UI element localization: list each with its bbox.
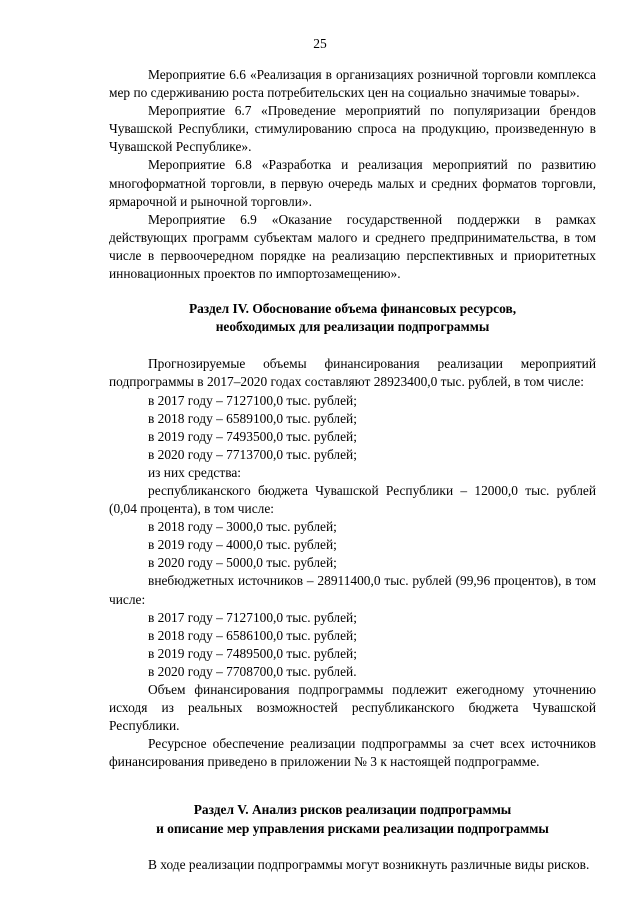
measure-6-8: Мероприятие 6.8 «Разработка и реализация мероприятий по развитию многоформатной торговли, в первую очередь малых и средних форматов торговли, ярмарочной и рыночной торговли». xyxy=(109,157,596,209)
section-4-heading-line-2: необходимых для реализации подпрограммы xyxy=(215,319,490,335)
measure-6-9: Мероприятие 6.9 «Оказание государственной поддержки в рамках действующих программ субъектам малого и среднего предпринимательства, в том числе в первоочередном порядке на реализацию перспективных и приоритетных инновационных проектов по импортозамещению». xyxy=(109,211,596,282)
resources-paragraph: Ресурсное обеспечение реализации подпрограммы за счет всех источников финансирования приведено в приложении № 3 к настоящей подпрограмме. xyxy=(109,736,596,770)
page-body xyxy=(109,66,596,874)
extrabudget-sources: внебюджетных источников – 28911400,0 тыс. рублей (99,96 процентов), в том числе: xyxy=(109,573,596,607)
republic-budget: республиканского бюджета Чувашской Республики – 12000,0 тыс. рублей (0,04 процента), в том числе: xyxy=(109,482,596,517)
total-2019: в 2019 году – 7493500,0 тыс. рублей; xyxy=(148,428,357,444)
measure-6-7: Мероприятие 6.7 «Проведение мероприятий по популяризации брендов Чувашской Республики, стимулированию спроса на продукцию, произведенную в Чувашской Республике». xyxy=(109,103,596,155)
republic-2018: в 2018 году – 3000,0 тыс. рублей; xyxy=(148,519,337,535)
total-2018: в 2018 году – 6589100,0 тыс. рублей; xyxy=(148,410,357,426)
financing-intro: Прогнозируемые объемы финансирования реализации мероприятий подпрограммы в 2017–2020 годах составляют 28923400,0 тыс. рублей, в том числе: xyxy=(109,356,596,390)
section-4-heading-line-1: Раздел IV. Обоснование объема финансовых ресурсов, xyxy=(188,301,517,317)
total-2020: в 2020 году – 7713700,0 тыс. рублей; xyxy=(148,446,357,462)
republic-2019: в 2019 году – 4000,0 тыс. рублей; xyxy=(148,537,337,553)
extrabudget-2017: в 2017 году – 7127100,0 тыс. рублей; xyxy=(148,609,357,625)
extrabudget-2018: в 2018 году – 6586100,0 тыс. рублей; xyxy=(148,627,357,643)
section-5-heading-line-1: Раздел V. Анализ рисков реализации подпрограммы xyxy=(193,802,512,818)
extrabudget-2019: в 2019 году – 7489500,0 тыс. рублей; xyxy=(148,645,357,661)
section-5-heading-line-2: и описание мер управления рисками реализации подпрограммы xyxy=(156,820,549,836)
of-which-label: из них средства: xyxy=(148,464,242,480)
measure-6-6: Мероприятие 6.6 «Реализация в организациях розничной торговли комплекса мер по сдерживанию роста потребительских цен на социально значимые товары». xyxy=(109,67,596,101)
extrabudget-2020: в 2020 году – 7708700,0 тыс. рублей. xyxy=(148,663,357,679)
page-number: 25 xyxy=(313,36,327,51)
risks-paragraph: В ходе реализации подпрограммы могут возникнуть различные виды рисков. xyxy=(148,856,590,872)
total-2017: в 2017 году – 7127100,0 тыс. рублей; xyxy=(148,392,357,408)
republic-2020: в 2020 году – 5000,0 тыс. рублей; xyxy=(148,555,337,571)
refinement-paragraph: Объем финансирования подпрограммы подлежит ежегодному уточнению исходя из реальных возможностей республиканского бюджета Чувашской Республики. xyxy=(109,682,596,734)
